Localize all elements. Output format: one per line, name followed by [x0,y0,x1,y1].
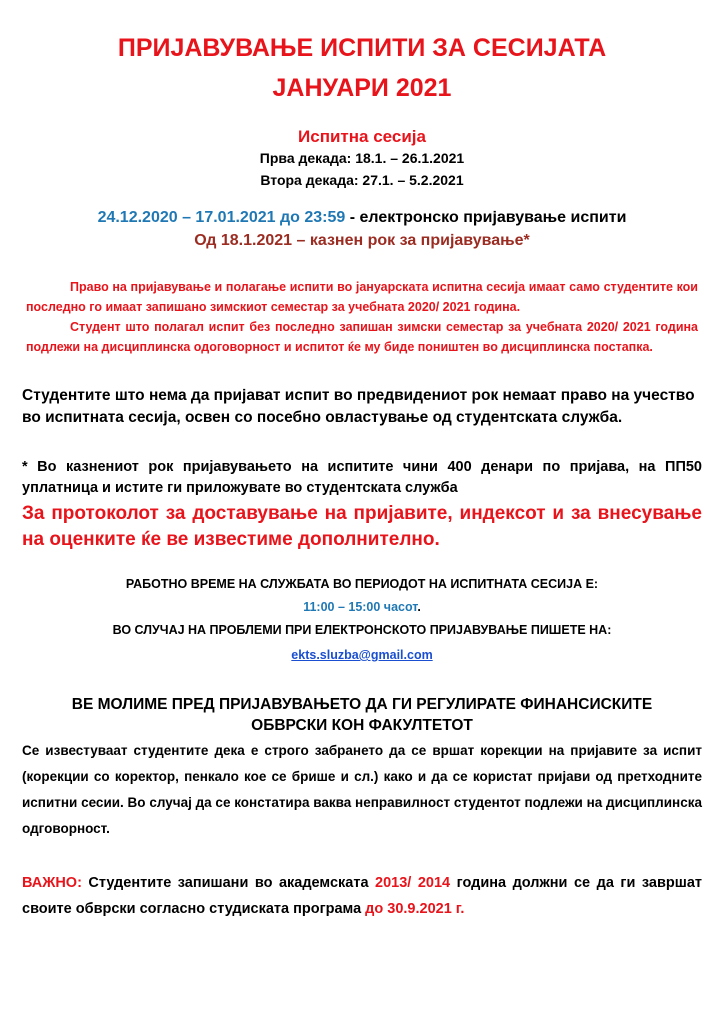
email-line [22,646,702,664]
important-part-1: Студентите запишани во академската [81,875,376,891]
title-line-1: ПРИЈАВУВАЊЕ ИСПИТИ ЗА СЕСИЈАТА [117,34,607,62]
rules-paragraph-1: Право на пријавување и полагање испити во јануарската испитна сесија имаат само студентите кои последно го имаат запишано зимскиот семестар за учебната 2020/ 2021 година. [26,280,698,314]
protocol-note: За протоколот за доставување на пријавите, индексот и за внесување на оценките ќе ве известиме дополнително. [22,503,702,550]
session-heading: Испитна сесија [298,127,426,146]
important-part-2: година должни се да ги завршат своите обврски согласно студиската програма [22,875,702,917]
office-hours-line [22,600,702,614]
rules-section [22,277,702,357]
finance-heading-line-2: ОБВРСКИ КОН ФАКУЛТЕТОТ [251,717,473,734]
registration-period: 24.12.2020 – 17.01.2021 до 23:59 [97,209,346,226]
finance-heading [22,694,702,736]
no-registration-note: Студентите што нема да пријават испит во предвидениот рок немаат право на учество во испитната сесија, освен со посебно овластување од студентската служба. [22,387,695,426]
registration-period-line [22,209,702,227]
title-line-2: ЈАНУАРИ 2021 [272,74,452,102]
registration-period-suffix: - електронско пријавување испити [345,209,627,226]
important-label: ВАЖНО: [22,875,82,891]
office-hours: 11:00 – 15:00 часот [303,600,418,614]
rules-paragraph-2: Студент што полагал испит без последно запишан зимски семестар за учебната 2020/ 2021 година подлежи на дисциплинска одоговорност и испитот ќе му биде поништен во дисциплинска постапка. [26,320,698,354]
important-notice [22,870,702,922]
important-year: 2013/ 2014 [375,875,451,891]
corrections-notice: Се известуваат студентите дека е строго забрането да се вршат корекции на пријавите за испит (корекции со коректор, пенкало кое се брише и сл.) како и да се користат пријави од претходните испитни сесии. Во случај да се констатира ваква неправилност студентот подлежи на дисциплинска одговорност. [22,743,702,836]
fee-note: * Во казнениот рок пријавувањето на испитите чини 400 денари по пријава, на ПП50 уплатница и истите ги приложувате во студентската служба [22,459,702,496]
finance-heading-line-1: ВЕ МОЛИМЕ ПРЕД ПРИЈАВУВАЊЕТО ДА ГИ РЕГУЛИРАТЕ ФИНАНСИСКИТЕ [71,696,653,713]
page-title [22,0,702,108]
problems-label: ВО СЛУЧАЈ НА ПРОБЛЕМИ ПРИ ЕЛЕКТРОНСКОТО ПРИЈАВУВАЊЕ ПИШЕТЕ НА: [112,623,612,637]
office-hours-dot: . [417,600,421,614]
first-decade: Прва декада: 18.1. – 26.1.2021 [259,150,465,166]
second-decade: Втора декада: 27.1. – 5.2.2021 [260,172,464,188]
support-email-link[interactable]: ekts.sluzba@gmail.com [291,648,433,662]
important-deadline: до 30.9.2021 г. [365,901,465,917]
office-hours-label: РАБОТНО ВРЕМЕ НА СЛУЖБАТА ВО ПЕРИОДОТ НА ИСПИТНАТА СЕСИЈА Е: [125,577,599,591]
late-registration-period: Од 18.1.2021 – казнен рок за пријавување* [194,232,530,249]
